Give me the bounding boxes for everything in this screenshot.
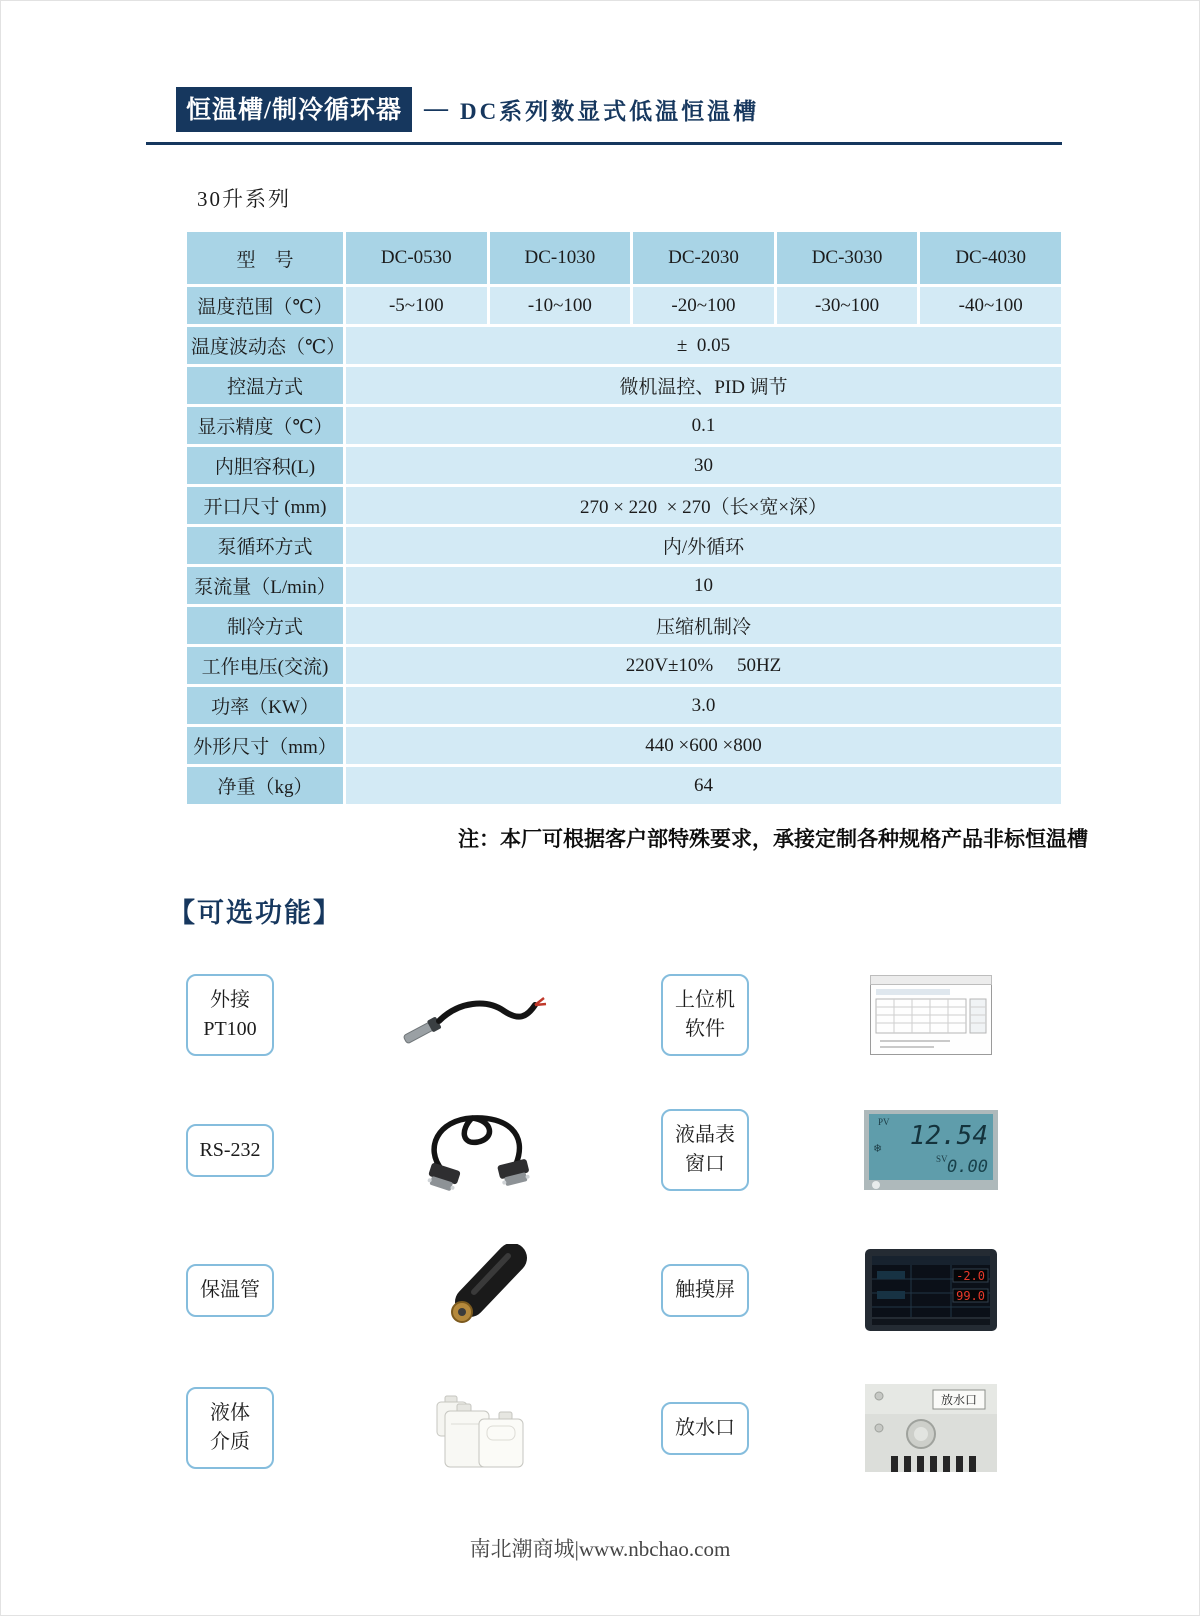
optional-image-cell — [766, 1384, 1096, 1472]
category-badge: 恒温槽/制冷循环器 — [176, 87, 412, 132]
header-dash: — — [423, 96, 448, 122]
optional-image-cell — [766, 1249, 1096, 1331]
spec-header-cell: DC-2030 — [633, 232, 774, 284]
drain-port-panel-label: 放水口 — [940, 1393, 978, 1407]
spec-row-power — [187, 687, 1061, 724]
spec-row-voltage — [187, 647, 1061, 684]
spec-row-label: 显示精度（℃） — [187, 407, 343, 444]
optional-label-rs232 — [186, 1124, 274, 1177]
site-footer: 南北潮商城|www.nbchao.com — [469, 1537, 731, 1561]
optional-label-lcd-window — [661, 1109, 749, 1191]
optional-image-cell — [291, 979, 661, 1051]
optional-label-line: 液晶表 — [675, 1124, 735, 1146]
spec-row-tank-volume — [187, 447, 1061, 484]
spec-row-label: 开口尺寸 (mm) — [187, 487, 343, 524]
insulated-hose-image — [420, 1244, 532, 1336]
optional-label-line: RS-232 — [199, 1138, 261, 1161]
optional-label-pt100 — [186, 974, 274, 1056]
spec-row-cooling-mode — [187, 607, 1061, 644]
optional-label-host-software — [661, 974, 749, 1056]
lcd-pv-value: 12.54 — [909, 1121, 988, 1151]
spec-row-outer-size — [187, 727, 1061, 764]
optional-label-liquid-medium — [186, 1387, 274, 1469]
optional-image-cell — [291, 1384, 661, 1472]
touch-value-top: -2.0 — [956, 1269, 985, 1283]
spec-table — [184, 229, 1064, 807]
rs232-cable-image — [412, 1104, 540, 1196]
spec-cell-value: 0.1 — [346, 407, 1061, 444]
drain-port-image — [865, 1384, 997, 1472]
pt100-probe-image — [401, 979, 551, 1051]
lcd-display-image — [864, 1110, 998, 1190]
optional-features-title: 【可选功能】 — [168, 898, 342, 928]
spec-row-label: 制冷方式 — [187, 607, 343, 644]
spec-row-pump-flow — [187, 567, 1061, 604]
spec-row-label: 功率（KW） — [187, 687, 343, 724]
spec-header-row — [187, 232, 1061, 284]
spec-cell-value: -30~100 — [777, 287, 918, 324]
spec-row-control-mode — [187, 367, 1061, 404]
optional-label-line: 放水口 — [675, 1416, 735, 1439]
spec-row-label: 工作电压(交流) — [187, 647, 343, 684]
optional-label-line: 介质 — [210, 1431, 250, 1453]
spec-row-fluctuation — [187, 327, 1061, 364]
spec-cell-value: -5~100 — [346, 287, 487, 324]
lcd-sv-value: 0.00 — [947, 1157, 988, 1177]
header-rule — [146, 142, 1062, 145]
spec-row-label: 净重（kg） — [187, 767, 343, 804]
spec-cell-value: -40~100 — [920, 287, 1061, 324]
optional-label-line: 上位机 — [675, 989, 735, 1011]
touch-screen-image — [865, 1249, 997, 1331]
spec-cell-value: 220V±10% 50HZ — [346, 647, 1061, 684]
spec-cell-value: 10 — [346, 567, 1061, 604]
lcd-button — [872, 1181, 880, 1189]
spec-cell-value: 270 × 220 × 270（长×宽×深） — [346, 487, 1061, 524]
optional-label-line: 外接 — [210, 989, 250, 1011]
spec-header-cell: DC-1030 — [490, 232, 631, 284]
spec-header-model: 型 号 — [187, 232, 343, 284]
liquid-bottles-image — [415, 1384, 537, 1472]
spec-header-cell: DC-4030 — [920, 232, 1061, 284]
optional-label-touch-screen — [661, 1264, 749, 1317]
spec-cell-value: 440 ×600 ×800 — [346, 727, 1061, 764]
spec-row-label: 控温方式 — [187, 367, 343, 404]
snowflake-icon: ❄ — [873, 1143, 883, 1155]
spec-cell-value: ± 0.05 — [346, 327, 1061, 364]
spec-cell-value: 30 — [346, 447, 1061, 484]
spec-row-label: 温度范围（℃） — [187, 287, 343, 324]
spec-row-pump-circulation — [187, 527, 1061, 564]
spec-cell-value: -10~100 — [490, 287, 631, 324]
spec-cell-value: 微机温控、PID 调节 — [346, 367, 1061, 404]
software-screenshot-image — [870, 975, 992, 1055]
spec-cell-value: 3.0 — [346, 687, 1061, 724]
page-header — [176, 87, 1199, 132]
lcd-pv-label: PV — [878, 1117, 890, 1127]
optional-label-insulated-tube — [186, 1264, 274, 1317]
optional-label-drain-port — [661, 1402, 749, 1455]
optional-label-line: 保温管 — [200, 1278, 260, 1301]
optional-label-line: 液体 — [210, 1402, 250, 1424]
optional-image-cell — [766, 1110, 1096, 1190]
spec-row-label: 内胆容积(L) — [187, 447, 343, 484]
spec-cell-value: 压缩机制冷 — [346, 607, 1061, 644]
spec-row-net-weight — [187, 767, 1061, 804]
spec-row-label: 温度波动态（℃） — [187, 327, 343, 364]
optional-label-line: PT100 — [203, 1018, 257, 1040]
spec-header-cell: DC-0530 — [346, 232, 487, 284]
spec-row-temp-range — [187, 287, 1061, 324]
optional-features-grid — [186, 974, 1096, 1472]
lcd-sv-label: SV — [936, 1154, 948, 1164]
spec-row-label: 泵循环方式 — [187, 527, 343, 564]
spec-row-opening-size — [187, 487, 1061, 524]
optional-image-cell — [291, 1104, 661, 1196]
optional-label-line: 窗口 — [685, 1153, 725, 1175]
spec-cell-value: 64 — [346, 767, 1061, 804]
spec-cell-value: 内/外循环 — [346, 527, 1061, 564]
optional-label-line: 软件 — [685, 1018, 725, 1040]
custom-order-note: 注：本厂可根据客户部特殊要求，承接定制各种规格产品非标恒温槽 — [458, 827, 1088, 851]
spec-row-label: 外形尺寸（mm） — [187, 727, 343, 764]
page-subtitle: DC系列数显式低温恒温槽 — [459, 99, 760, 124]
series-title: 30升系列 — [197, 187, 291, 211]
touch-value-bottom: 99.0 — [956, 1289, 985, 1303]
spec-row-display-accuracy — [187, 407, 1061, 444]
optional-label-line: 触摸屏 — [675, 1278, 735, 1301]
spec-header-cell: DC-3030 — [777, 232, 918, 284]
optional-image-cell — [766, 975, 1096, 1055]
spec-row-label: 泵流量（L/min） — [187, 567, 343, 604]
spec-cell-value: -20~100 — [633, 287, 774, 324]
optional-image-cell — [291, 1244, 661, 1336]
